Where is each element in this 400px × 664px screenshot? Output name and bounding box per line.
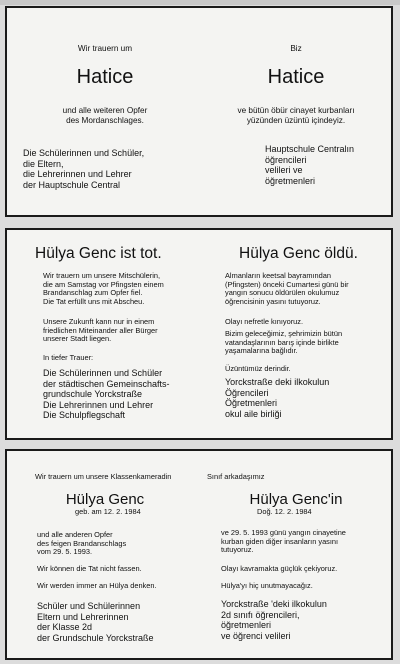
signers-text: Die Schülerinnen und Schüler der städtischen Gemeinschafts- grundschule Yorckstraße Die Lehrerinnen und Lehrer Die Schulpflegschaft <box>43 368 170 421</box>
notice-title: Hülya Genc öldü. <box>239 245 358 262</box>
obituary-notice-hatice <box>5 6 393 217</box>
paragraph-1: ve 29. 5. 1993 günü yangın cinayetine kurban giden diğer insanların yasını tutuyoruz. <box>221 528 346 555</box>
signers-text: Schüler und Schülerinnen Eltern und Lehrerinnen der Klasse 2d der Grundschule Yorckstraße <box>37 601 154 643</box>
paragraph-3: Bizim geleceğimiz, şehrimizin bütün vatandaşlarının barış içinde birlikte yaşamalarına bağlıdır. <box>225 329 343 356</box>
intro-text: Wir trauern um unsere Klassenkameradin <box>35 472 172 481</box>
notice-title: Hülya Genc ist tot. <box>35 245 162 262</box>
paragraph-3: Wir werden immer an Hülya denken. <box>37 581 157 590</box>
paragraph-1: Almanların keetsal bayramından (Pfingsten) önceki Cumartesi günü bir yangın sonucu öldürülen okulumuz öğrencisinin yasını tutuyoruz. <box>225 271 349 307</box>
paragraph-4: Üzüntümüz derindir. <box>225 364 291 373</box>
german-column <box>15 451 195 658</box>
paragraph-2: Wir können die Tat nicht fassen. <box>37 564 142 573</box>
signers-text: Yorckstraße 'deki ilkokulun 2d sınıfı öğrencileri, öğretmenleri ve öğrenci velileri <box>221 599 327 641</box>
signers-text: Die Schülerinnen und Schüler, die Eltern, die Lehrerinnen und Lehrer der Hauptschule Central <box>23 148 145 190</box>
german-column <box>15 8 195 215</box>
victim-name: Hatice <box>267 66 325 88</box>
subtitle-text: ve bütün öbür cinayet kurbanları yüzünden üzüntü içindeyiz. <box>237 106 355 125</box>
paragraph-2: Olayı kavramakta güçlük çekiyoruz. <box>221 564 338 573</box>
paragraph-3: Hülya'yı hiç unutmayacağız. <box>221 581 313 590</box>
victim-name: Hatice <box>76 66 134 88</box>
intro-text: Biz <box>290 44 302 53</box>
intro-text: Sınıf arkadaşımız <box>207 472 265 481</box>
scan-edge <box>0 0 400 5</box>
signers-text: Hauptschule Centralın öğrencileri velileri ve öğretmenleri <box>265 144 355 186</box>
date-of-birth: geb. am 12. 2. 1984 <box>75 507 141 516</box>
paragraph-1: und alle anderen Opfer des feigen Brandanschlags vom 29. 5. 1993. <box>37 530 127 557</box>
turkish-column <box>207 8 385 215</box>
intro-text: Wir trauern um <box>77 44 133 53</box>
obituary-notice-hulya-school <box>5 228 393 440</box>
obituary-notice-hulya-class <box>5 449 393 660</box>
paragraph-3: In tiefer Trauer: <box>43 353 94 362</box>
german-column <box>15 230 195 438</box>
date-of-birth: Doğ. 12. 2. 1984 <box>257 507 312 516</box>
subtitle-text: und alle weiteren Opfer des Mordanschlages. <box>62 106 148 125</box>
signers-text: Yorckstraße deki ilkokulun Öğrencileri Öğretmenleri okul aile birliği <box>225 377 330 419</box>
paragraph-1: Wir trauern um unsere Mitschülerin, die am Samstag vor Pfingsten einem Brandanschlag zum Opfer fiel. Die Tat erfüllt uns mit Abscheu. <box>43 271 164 307</box>
turkish-column <box>207 451 385 658</box>
paragraph-2: Unsere Zukunft kann nur in einem friedlichen Miteinander aller Bürger unserer Stadt liegen. <box>43 317 158 344</box>
turkish-column <box>207 230 385 438</box>
paragraph-2: Olayı nefretle kınıyoruz. <box>225 317 304 326</box>
victim-name: Hülya Genc'in <box>249 491 343 508</box>
victim-name: Hülya Genc <box>65 491 145 508</box>
